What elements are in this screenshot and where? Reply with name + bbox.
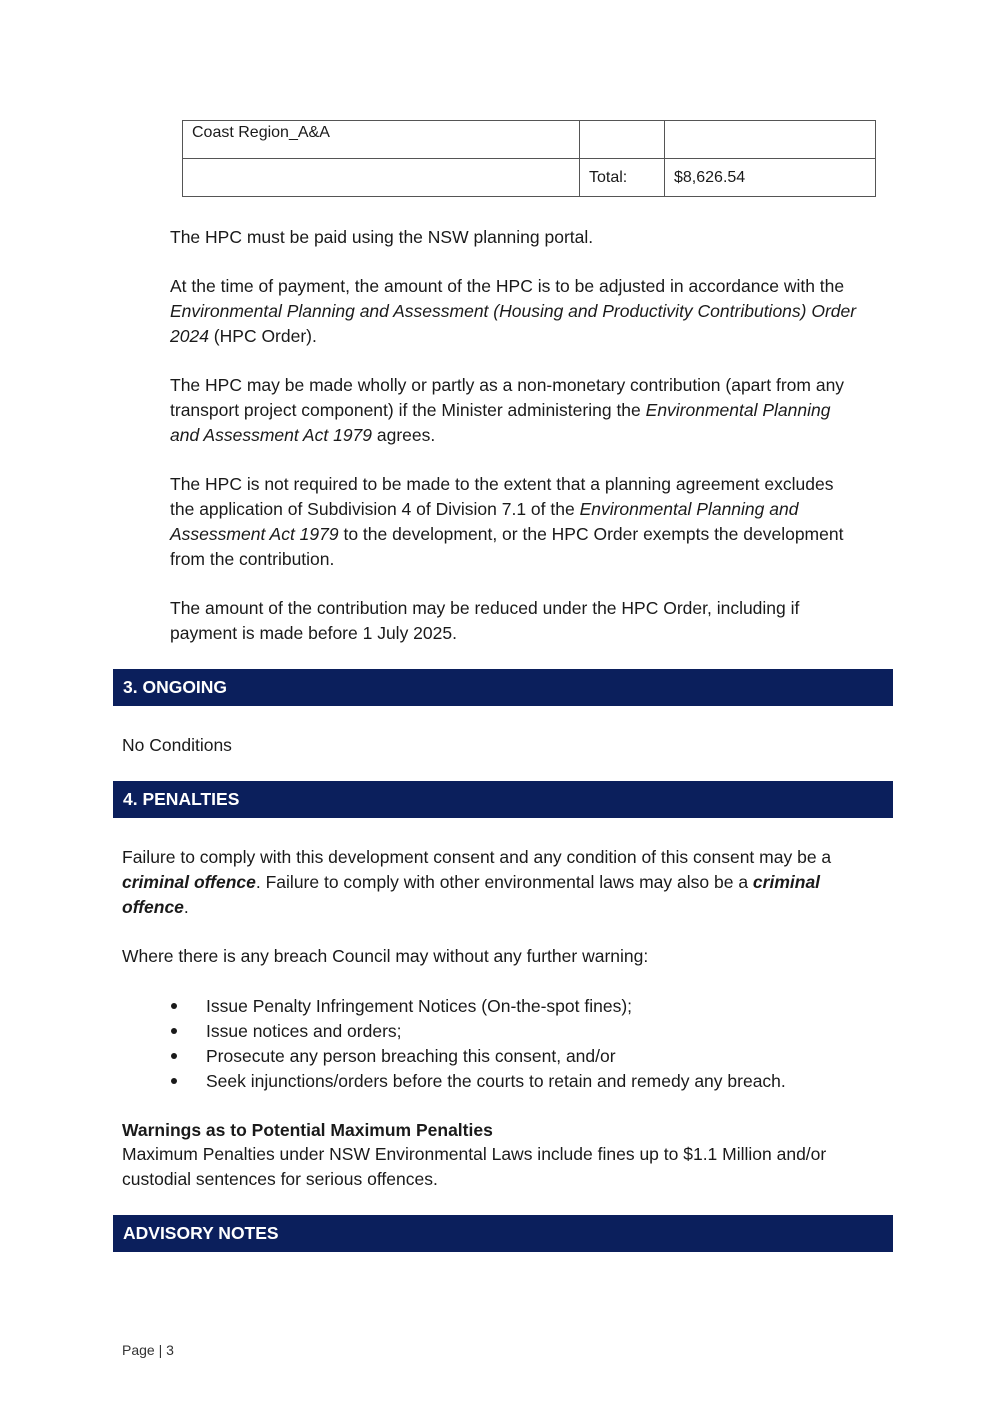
penalties-text: Failure to comply with this development consent and any condition of this consent may be a [122, 847, 832, 867]
hpc-paragraph-2-end: (HPC Order). [208, 326, 317, 346]
list-item [122, 1044, 882, 1069]
page-number: Page | 3 [122, 1342, 174, 1358]
act-title: Environmental Planning and Assessment Act 1979 [170, 400, 831, 445]
criminal-offence-emphasis: criminal offence [122, 872, 821, 917]
hpc-paragraph-4-end: to the development, or the HPC Order exempts the development from the contribution. [170, 524, 844, 569]
hpc-paragraph-4-text: The HPC is not required to be made to the extent that a planning agreement excludes the application of Subdivision 4 of Division 7.1 of the [170, 474, 834, 519]
warnings-text: Maximum Penalties under NSW Environmental Laws include fines up to $1.1 Million and/or custodial sentences for serious offences. [122, 1144, 827, 1189]
list-item-text: Seek injunctions/orders before the courts to retain and remedy any breach. [206, 1071, 786, 1091]
hpc-order-title: Environmental Planning and Assessment (Housing and Productivity Contributions) Order 2024 [170, 301, 857, 346]
section-heading-ongoing: 3. ONGOING [113, 669, 893, 706]
hpc-paragraph-2-text: At the time of payment, the amount of the HPC is to be adjusted in accordance with the [170, 276, 845, 296]
total-value: $8,626.54 [665, 159, 876, 197]
hpc-paragraph-3-text: The HPC may be made wholly or partly as a non-monetary contribution (apart from any transport project component) if the Minister administering the [170, 375, 845, 420]
penalties-text: . Failure to comply with other environmental laws may also be a [255, 872, 753, 892]
list-item-text: Issue Penalty Infringement Notices (On-the-spot fines); [206, 996, 633, 1016]
list-item-text: Prosecute any person breaching this consent, and/or [206, 1046, 616, 1066]
bullet-icon [171, 1003, 177, 1009]
act-title: Environmental Planning and Assessment Act 1979 [170, 499, 799, 544]
table-row [183, 121, 876, 159]
bullet-icon [171, 1078, 177, 1084]
warnings-heading: Warnings as to Potential Maximum Penalties [122, 1120, 493, 1140]
table-cell-empty [183, 159, 580, 197]
section-heading-penalties: 4. PENALTIES [113, 781, 893, 818]
hpc-paragraph-4 [170, 472, 860, 572]
table-cell-empty [665, 121, 876, 159]
breach-actions-list [122, 994, 882, 1094]
penalties-paragraph-1 [122, 845, 887, 920]
bullet-icon [171, 1053, 177, 1059]
ongoing-text: No Conditions [122, 735, 232, 755]
table-row-total [183, 159, 876, 197]
hpc-paragraph-3-end: agrees. [372, 425, 436, 445]
contribution-table [182, 120, 876, 197]
hpc-paragraph-5: The amount of the contribution may be reduced under the HPC Order, including if payment is made before 1 July 2025. [170, 598, 800, 643]
hpc-paragraph-2 [170, 274, 870, 349]
penalties-text: . [183, 897, 189, 917]
list-item [122, 1019, 882, 1044]
bullet-icon [171, 1028, 177, 1034]
total-label: Total: [580, 159, 665, 197]
list-item-text: Issue notices and orders; [206, 1021, 402, 1041]
penalties-paragraph-2: Where there is any breach Council may without any further warning: [122, 946, 649, 966]
table-cell-region: Coast Region_A&A [183, 121, 580, 159]
hpc-paragraph-3 [170, 373, 860, 448]
section-heading-advisory: ADVISORY NOTES [113, 1215, 893, 1252]
list-item [122, 1069, 882, 1094]
hpc-paragraph-1: The HPC must be paid using the NSW planning portal. [170, 227, 594, 247]
criminal-offence-emphasis: criminal offence [122, 872, 256, 892]
list-item [122, 994, 882, 1019]
table-cell-empty [580, 121, 665, 159]
